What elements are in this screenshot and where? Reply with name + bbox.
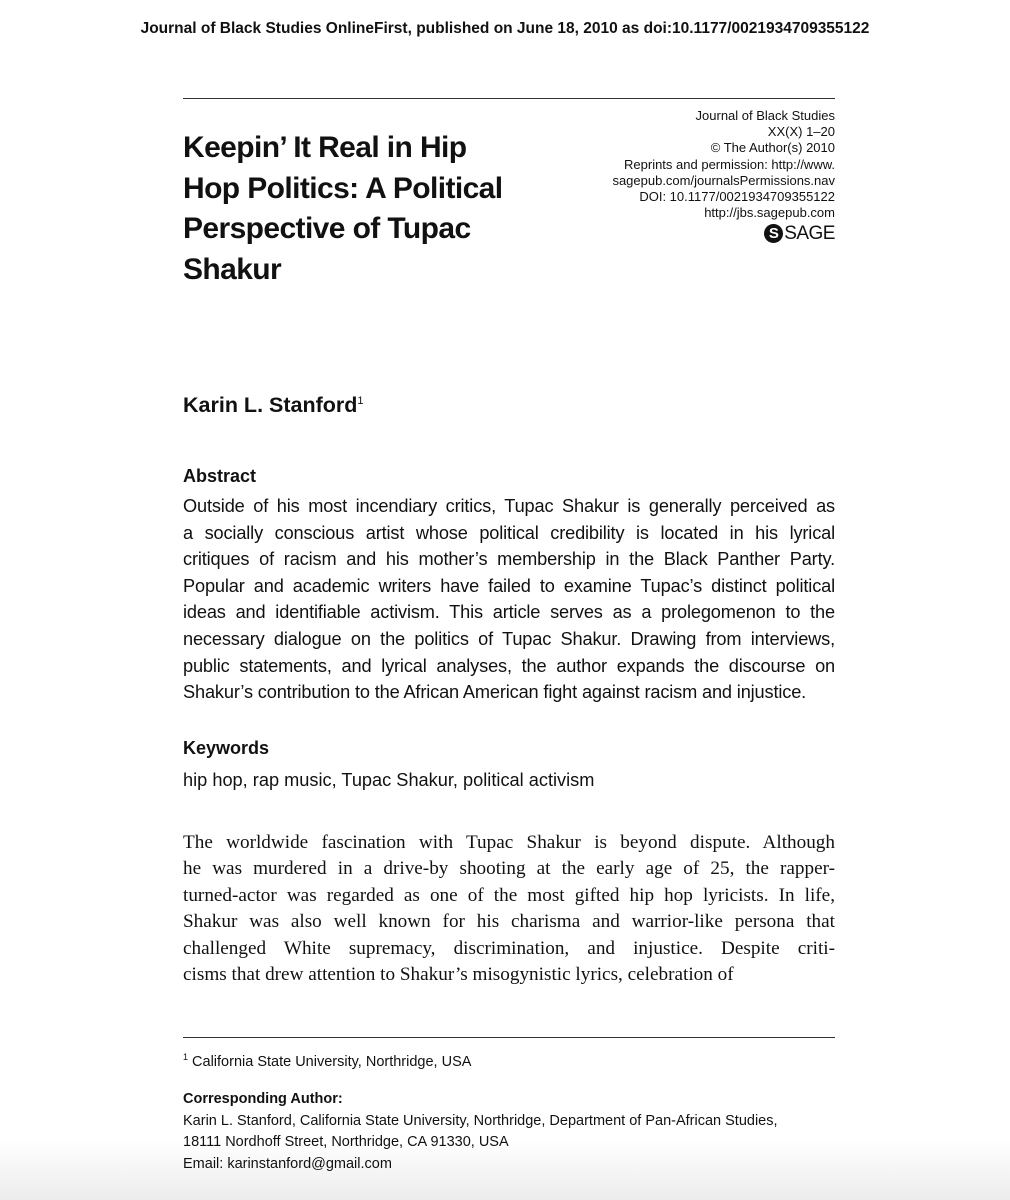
body-line: turned-actor was regarded as one of the most gifted hip hop lyricists. In life, (183, 884, 835, 906)
abstract-line: necessary dialogue on the politics of Tupac Shakur. Drawing from interviews, (183, 628, 835, 649)
sage-wordmark: SAGE (784, 222, 835, 244)
abstract-line: public statements, and lyrical analyses, the author expands the discourse on (183, 655, 835, 676)
online-first-header: Journal of Black Studies OnlineFirst, published on June 18, 2010 as doi:10.1177/0021934709355122 (140, 20, 870, 37)
header-rule (183, 98, 835, 99)
affiliation-text: California State University, Northridge, USA (192, 1053, 472, 1070)
journal-url[interactable]: http://jbs.sagepub.com (704, 205, 835, 221)
abstract-line: Popular and academic writers have failed to examine Tupac’s distinct political (183, 575, 835, 596)
author-name: Karin L. Stanford (183, 393, 358, 417)
footnote-mark: 1 (183, 1052, 189, 1062)
volume: XX(X) 1–20 (767, 124, 835, 140)
corresponding-heading: Corresponding Author: (183, 1091, 343, 1107)
footnote-rule (183, 1037, 835, 1038)
abstract-line: critiques of racism and his mother’s membership in the Black Panther Party. (183, 549, 835, 570)
journal-meta (612, 108, 835, 243)
abstract-line: Shakur’s contribution to the African American fight against racism and injustice. (183, 682, 807, 703)
doi[interactable]: DOI: 10.1177/0021934709355122 (639, 189, 835, 205)
sage-logo (612, 224, 835, 243)
title-line: Perspective of Tupac (183, 212, 471, 245)
corresponding-line: 18111 Nordhoff Street, Northridge, CA 91330, USA (183, 1134, 509, 1150)
corresponding-line: Karin L. Stanford, California State University, Northridge, Department of Pan-African Studies, (183, 1112, 778, 1129)
abstract-heading: Abstract (183, 466, 257, 486)
footnote-affiliation (183, 1047, 471, 1073)
body-text (183, 830, 835, 988)
author (183, 393, 364, 418)
keywords-heading: Keywords (183, 738, 270, 758)
article-title (183, 128, 583, 290)
title-line: Shakur (183, 252, 282, 286)
title-line: Hop Politics: A Political (183, 171, 503, 205)
abstract-line: ideas and identifiable activism. This article serves as a prolegomenon to the (183, 602, 835, 623)
copyright: © The Author(s) 2010 (710, 140, 835, 156)
corresponding-email[interactable]: Email: karinstanford@gmail.com (183, 1155, 392, 1172)
body-line: The worldwide fascination with Tupac Shakur is beyond dispute. Although (183, 832, 835, 853)
title-line: Keepin’ It Real in Hip (183, 131, 467, 164)
corresponding-author (183, 1089, 778, 1175)
abstract-line: Outside of his most incendiary critics, Tupac Shakur is generally perceived as (183, 496, 835, 516)
body-line: he was murdered in a drive-by shooting at the early age of 25, the rapper- (183, 858, 835, 880)
reprints-line[interactable]: sagepub.com/journalsPermissions.nav (612, 172, 835, 188)
body-line: cisms that drew attention to Shakur’s misogynistic lyrics, celebration of (183, 964, 734, 986)
journal-name: Journal of Black Studies (695, 108, 835, 123)
abstract-line: a socially conscious artist whose political credibility is located in his lyrical (183, 522, 835, 543)
abstract-text (183, 493, 835, 706)
keywords-text: hip hop, rap music, Tupac Shakur, political activism (183, 770, 595, 790)
body-line: Shakur was also well known for his charisma and warrior-like persona that (183, 911, 835, 933)
body-line: challenged White supremacy, discrimination, and injustice. Despite criti- (183, 937, 835, 959)
sage-s-icon: S (764, 224, 783, 243)
reprints-line[interactable]: Reprints and permission: http://www. (624, 156, 835, 172)
affiliation-mark: 1 (357, 394, 364, 407)
